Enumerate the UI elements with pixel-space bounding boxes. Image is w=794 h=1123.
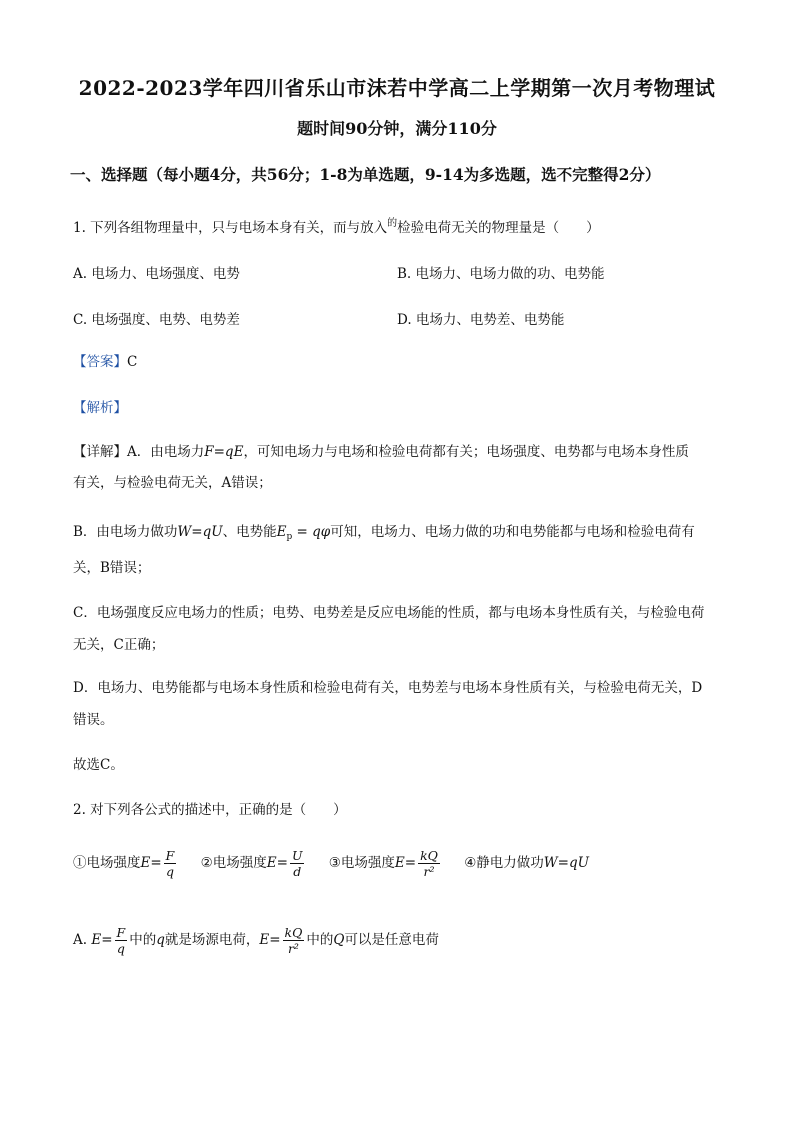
question-1-stem: 1. 下列各组物理量中，只与电场本身有关，而与放入$^的$检验电荷无关的物理量是（ ） <box>73 218 600 236</box>
question-1-answer: 【答案】C <box>73 354 138 370</box>
detail-b-line-2: 关，B错误； <box>73 560 151 576</box>
question-1-option-d: D. 电场力、电势差、电势能 <box>397 312 565 328</box>
detail-c-line-1: C．电场强度反应电场力的性质；电势、电势差是反应电场能的性质，都与电场本身性质有关，与检验电荷 <box>73 605 705 621</box>
detail-a-line-2: 有关，与检验电荷无关，A错误； <box>73 475 272 491</box>
fraction: $\frac{kQ}{\text{r²}}$ <box>284 925 303 956</box>
formula-1: ①电场强度E= $\frac{F}{q}$ <box>73 848 175 879</box>
detail-d-line-1: D．电场力、电势能都与电场本身性质和检验电荷有关，电势差与电场本身性质有关，与检验电荷无关，D <box>73 680 703 696</box>
question-1-option-b: B. 电场力、电场力做的功、电势能 <box>397 266 605 282</box>
question-1-option-a: A. 电场力、电场强度、电势 <box>73 266 240 282</box>
fraction: $\frac{F}{q}$ <box>116 925 126 956</box>
section-heading: 一、选择题（每小题4分，共56分；1-8为单选题，9-14为多选题，选不完整得2分） <box>70 165 661 184</box>
question-1-option-c: C. 电场强度、电势、电势差 <box>73 312 240 328</box>
question-1-analysis-tag: 【解析】 <box>73 400 127 416</box>
fraction: $\frac{U}{d}$ <box>291 848 303 879</box>
fraction: $\frac{F}{q}$ <box>165 848 175 879</box>
detail-a-line-1: 【详解】A．由电场力F=qE，可知电场力与电场和检验电荷都有关；电场强度、电势都与电场本身性质 <box>73 444 689 460</box>
question-2-option-a: A. E= $\frac{F}{q}$ 中的q就是场源电荷，E= $\frac{kQ}{\text{r²}}$ 中的Q可以是任意电荷 <box>73 925 439 956</box>
detail-c-line-2: 无关，C正确； <box>73 637 165 653</box>
answer-tag: 【答案】 <box>73 354 127 370</box>
detail-b-line-1: B．由电场力做功W=qU、电势能$E_p = q\varphi$可知，电场力、电场力做的功和电势能都与电场和检验电荷有 <box>73 524 695 542</box>
formula-3: ③电场强度E= $\frac{kQ}{\text{r²}}$ <box>328 848 438 879</box>
question-2-stem: 2. 对下列各公式的描述中，正确的是（ ） <box>73 802 347 818</box>
fraction: $\frac{kQ}{\text{r²}}$ <box>420 848 438 879</box>
question-2-formulas <box>73 848 607 879</box>
document-title: 2022-2023学年四川省乐山市沫若中学高二上学期第一次月考物理试 <box>78 76 716 100</box>
formula-4: ④静电力做功W=qU <box>464 855 590 871</box>
document-subtitle: 题时间90分钟，满分110分 <box>297 119 497 138</box>
formula-2: ②电场强度E= $\frac{U}{d}$ <box>200 848 303 879</box>
detail-d-line-2: 错误。 <box>73 712 114 728</box>
conclusion: 故选C。 <box>73 757 124 773</box>
